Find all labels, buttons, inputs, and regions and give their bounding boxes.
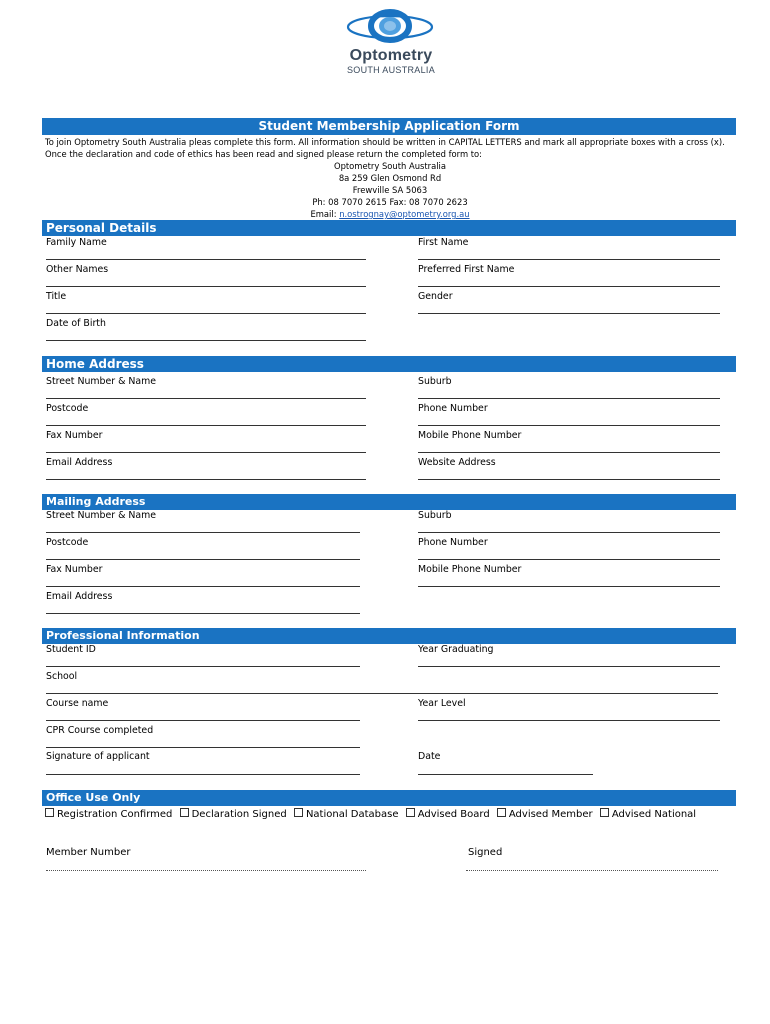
org-name: Optometry South Australia: [333, 161, 447, 171]
year-level-label: Year Level: [418, 698, 466, 709]
mail-suburb-label: Suburb: [418, 510, 452, 521]
cpr-field[interactable]: [46, 747, 360, 748]
checkbox-label: Advised National: [611, 809, 697, 820]
org-city: Frewville SA 5063: [352, 185, 428, 195]
checkbox-label: Declaration Signed: [191, 809, 287, 820]
dob-field[interactable]: [46, 340, 366, 341]
checkbox-icon: [497, 808, 506, 817]
home-fax-field[interactable]: [46, 452, 366, 453]
mail-suburb-field[interactable]: [418, 532, 720, 533]
cpr-label: CPR Course completed: [46, 725, 154, 736]
home-suburb-label: Suburb: [418, 376, 452, 387]
other-names-field[interactable]: [46, 286, 366, 287]
mail-street-label: Street Number & Name: [46, 510, 157, 521]
member-number-field[interactable]: [46, 870, 366, 871]
office-checkboxes: [45, 808, 700, 821]
office-use-heading: Office Use Only: [42, 790, 736, 806]
family-name-label: Family Name: [46, 237, 107, 248]
checkbox-registration-confirmed[interactable]: [45, 809, 174, 820]
checkbox-icon: [600, 808, 609, 817]
gender-field[interactable]: [418, 313, 720, 314]
signature-label: Signature of applicant: [46, 751, 150, 762]
course-name-label: Course name: [46, 698, 109, 709]
logo-title: Optometry: [349, 47, 433, 64]
mail-phone-field[interactable]: [418, 559, 720, 560]
mailing-address-heading: Mailing Address: [42, 494, 736, 510]
checkbox-national-database[interactable]: [294, 809, 401, 820]
intro-text: [45, 136, 735, 220]
professional-info-heading: Professional Information: [42, 628, 736, 644]
email-label: Email:: [310, 209, 340, 219]
checkbox-label: Registration Confirmed: [57, 809, 173, 820]
intro-line-2: Once the declaration and code of ethics has been read and signed please return the completed form to:: [45, 149, 482, 159]
home-website-field[interactable]: [418, 479, 720, 480]
home-address-heading: Home Address: [42, 356, 736, 372]
member-number-label: Member Number: [46, 847, 131, 858]
checkbox-icon: [406, 808, 415, 817]
signed-label: Signed: [468, 847, 503, 858]
gender-label: Gender: [418, 291, 453, 302]
logo-subtitle: SOUTH AUSTRALIA: [346, 65, 436, 75]
home-street-field[interactable]: [46, 398, 366, 399]
checkbox-icon: [45, 808, 54, 817]
org-street: 8a 259 Glen Osmond Rd: [338, 173, 442, 183]
first-name-label: First Name: [418, 237, 469, 248]
year-level-field[interactable]: [418, 720, 720, 721]
mail-street-field[interactable]: [46, 532, 360, 533]
home-phone-field[interactable]: [418, 425, 720, 426]
signed-field[interactable]: [466, 870, 718, 871]
home-fax-label: Fax Number: [46, 430, 103, 441]
course-name-field[interactable]: [46, 720, 360, 721]
other-names-label: Other Names: [46, 264, 109, 275]
email-link[interactable]: n.ostrognay@optometry.org.au: [339, 209, 470, 219]
home-street-label: Street Number & Name: [46, 376, 157, 387]
logo: [336, 6, 446, 74]
dob-label: Date of Birth: [46, 318, 106, 329]
intro-line-1: To join Optometry South Australia pleas complete this form. All information should be written in CAPITAL LETTERS and mark all appropriate boxes with a cross (x).: [45, 137, 725, 147]
title-label: Title: [46, 291, 67, 302]
checkbox-advised-national[interactable]: [600, 809, 698, 820]
mail-postcode-field[interactable]: [46, 559, 360, 560]
checkbox-label: Advised Member: [508, 809, 593, 820]
org-email-line: [45, 208, 735, 220]
student-id-label: Student ID: [46, 644, 96, 655]
mail-mobile-label: Mobile Phone Number: [418, 564, 522, 575]
family-name-field[interactable]: [46, 259, 366, 260]
date-label: Date: [418, 751, 441, 762]
checkbox-label: Advised Board: [417, 809, 490, 820]
mail-fax-label: Fax Number: [46, 564, 103, 575]
checkbox-declaration-signed[interactable]: [180, 809, 289, 820]
personal-details-heading: Personal Details: [42, 220, 736, 236]
checkbox-icon: [180, 808, 189, 817]
form-title: Student Membership Application Form: [42, 118, 736, 135]
year-graduating-field[interactable]: [418, 666, 720, 667]
checkbox-advised-board[interactable]: [406, 809, 492, 820]
preferred-first-name-label: Preferred First Name: [418, 264, 515, 275]
mail-phone-label: Phone Number: [418, 537, 488, 548]
school-label: School: [46, 671, 78, 682]
home-mobile-field[interactable]: [418, 452, 720, 453]
home-website-label: Website Address: [418, 457, 496, 468]
date-field[interactable]: [418, 774, 593, 775]
preferred-first-name-field[interactable]: [418, 286, 720, 287]
mail-email-label: Email Address: [46, 591, 113, 602]
mail-email-field[interactable]: [46, 613, 360, 614]
year-graduating-label: Year Graduating: [418, 644, 494, 655]
home-email-field[interactable]: [46, 479, 366, 480]
home-suburb-field[interactable]: [418, 398, 720, 399]
checkbox-advised-member[interactable]: [497, 809, 595, 820]
signature-field[interactable]: [46, 774, 360, 775]
checkbox-icon: [294, 808, 303, 817]
home-phone-label: Phone Number: [418, 403, 488, 414]
home-postcode-field[interactable]: [46, 425, 366, 426]
first-name-field[interactable]: [418, 259, 720, 260]
mail-fax-field[interactable]: [46, 586, 360, 587]
school-field[interactable]: [46, 693, 718, 694]
checkbox-label: National Database: [305, 809, 399, 820]
org-phone: Ph: 08 7070 2615 Fax: 08 7070 2623: [312, 197, 468, 207]
home-mobile-label: Mobile Phone Number: [418, 430, 522, 441]
optometry-eye-logo-icon: [346, 6, 436, 46]
home-email-label: Email Address: [46, 457, 113, 468]
title-field[interactable]: [46, 313, 366, 314]
mail-mobile-field[interactable]: [418, 586, 720, 587]
home-postcode-label: Postcode: [46, 403, 89, 414]
mail-postcode-label: Postcode: [46, 537, 89, 548]
student-id-field[interactable]: [46, 666, 360, 667]
